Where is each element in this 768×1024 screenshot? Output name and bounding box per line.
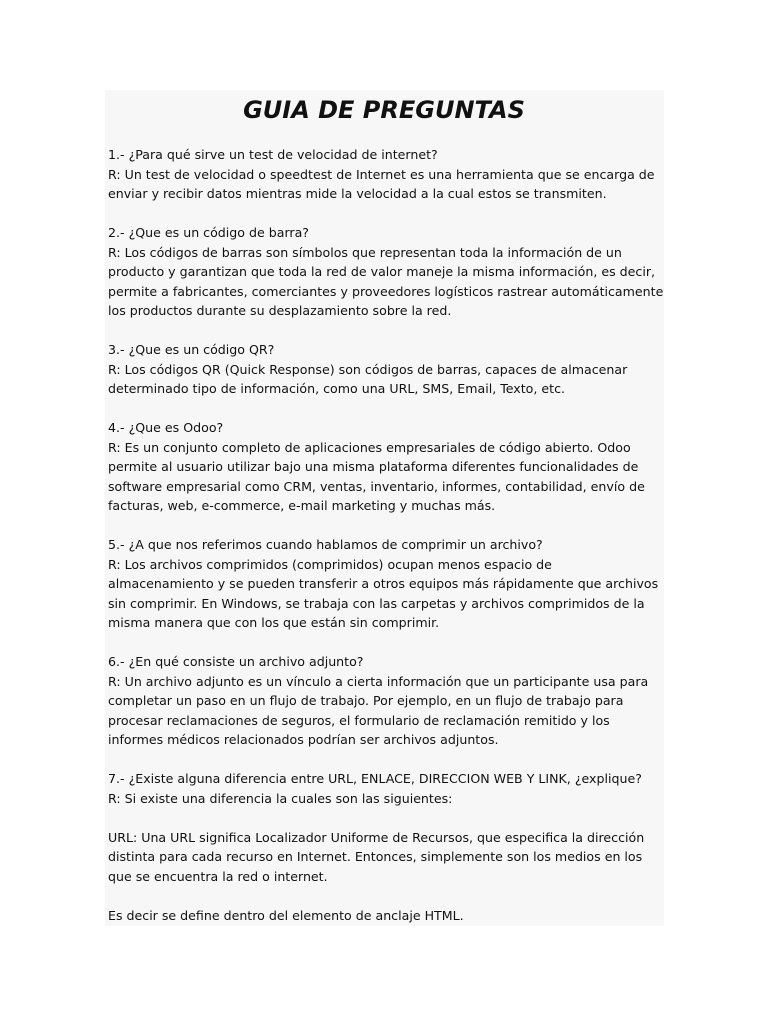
text-line: permite al usuario utilizar bajo una misma plataforma diferentes funcionalidades de bbox=[108, 459, 639, 474]
text-line: 6.- ¿En qué consiste un archivo adjunto? bbox=[108, 654, 364, 669]
paragraph-question-2 bbox=[108, 223, 668, 321]
text-line: procesar reclamaciones de seguros, el formulario de reclamación remitido y los bbox=[108, 712, 610, 728]
text-line: URL: Una URL significa Localizador Uniforme de Recursos, que especifica la dirección bbox=[108, 829, 645, 845]
text-line: 4.- ¿Que es Odoo? bbox=[108, 420, 224, 435]
text-line: los productos durante su desplazamiento sobre la red. bbox=[108, 303, 452, 318]
paragraph-question-6 bbox=[108, 652, 668, 750]
text-line: R: Un test de velocidad o speedtest de Internet es una herramienta que se encarga de bbox=[108, 166, 655, 182]
paragraph-question-3 bbox=[108, 340, 668, 399]
text-line: software empresarial como CRM, ventas, inventario, informes, contabilidad, envío de bbox=[108, 478, 645, 494]
text-line: 7.- ¿Existe alguna diferencia entre URL, ENLACE, DIRECCION WEB Y LINK, ¿explique? bbox=[108, 771, 642, 786]
text-line: enviar y recibir datos mientras mide la velocidad a la cual estos se transmiten. bbox=[108, 186, 607, 201]
text-line: permite a fabricantes, comerciantes y proveedores logísticos rastrear automáticamente bbox=[108, 283, 664, 299]
text-line: 2.- ¿Que es un código de barra? bbox=[108, 225, 309, 240]
paragraph-question-4 bbox=[108, 418, 668, 516]
text-line: R: Es un conjunto completo de aplicaciones empresariales de código abierto. Odoo bbox=[108, 439, 631, 455]
text-line: distinta para cada recurso en Internet. Entonces, simplemente son los medios en los bbox=[108, 849, 643, 864]
text-line: almacenamiento y se pueden transferir a otros equipos más rápidamente que archivos bbox=[108, 576, 659, 591]
text-line: que se encuentra la red o internet. bbox=[108, 868, 328, 884]
paragraph-question-5 bbox=[108, 535, 668, 633]
text-line: informes médicos relacionados podrían ser archivos adjuntos. bbox=[108, 732, 499, 747]
text-line: R: Si existe una diferencia la cuales son las siguientes: bbox=[108, 790, 453, 806]
document-title: GUIA DE PREGUNTAS bbox=[243, 96, 525, 124]
text-line: facturas, web, e-commerce, e-mail marketing y muchas más. bbox=[108, 498, 496, 513]
text-line: misma manera que con los que están sin comprimir. bbox=[108, 615, 440, 630]
text-line: completar un paso en un flujo de trabajo. Por ejemplo, en un flujo de trabajo para bbox=[108, 693, 624, 708]
document-body bbox=[108, 145, 668, 945]
paragraph-url-definition bbox=[108, 828, 668, 887]
text-line: R: Un archivo adjunto es un vínculo a cierta información que un participante usa para bbox=[108, 673, 649, 689]
text-line: 3.- ¿Que es un código QR? bbox=[108, 342, 275, 357]
text-line: sin comprimir. En Windows, se trabaja con las carpetas y archivos comprimidos de la bbox=[108, 595, 645, 611]
paragraph-question-7 bbox=[108, 769, 668, 808]
text-line: Es decir se define dentro del elemento de anclaje HTML. bbox=[108, 907, 464, 923]
text-line: 5.- ¿A que nos referimos cuando hablamos de comprimir un archivo? bbox=[108, 537, 543, 552]
paragraph-question-1 bbox=[108, 145, 668, 204]
text-line: R: Los códigos QR (Quick Response) son códigos de barras, capaces de almacenar bbox=[108, 361, 628, 377]
text-line: 1.- ¿Para qué sirve un test de velocidad de internet? bbox=[108, 147, 438, 162]
text-line: producto y garantizan que toda la red de valor maneje la misma información, es decir, bbox=[108, 264, 656, 279]
text-line: R: Los archivos comprimidos (comprimidos) ocupan menos espacio de bbox=[108, 556, 552, 572]
paragraph-anchor-note bbox=[108, 906, 668, 926]
text-line: R: Los códigos de barras son símbolos que representan toda la información de un bbox=[108, 244, 622, 260]
text-line: determinado tipo de información, como una URL, SMS, Email, Texto, etc. bbox=[108, 381, 565, 396]
